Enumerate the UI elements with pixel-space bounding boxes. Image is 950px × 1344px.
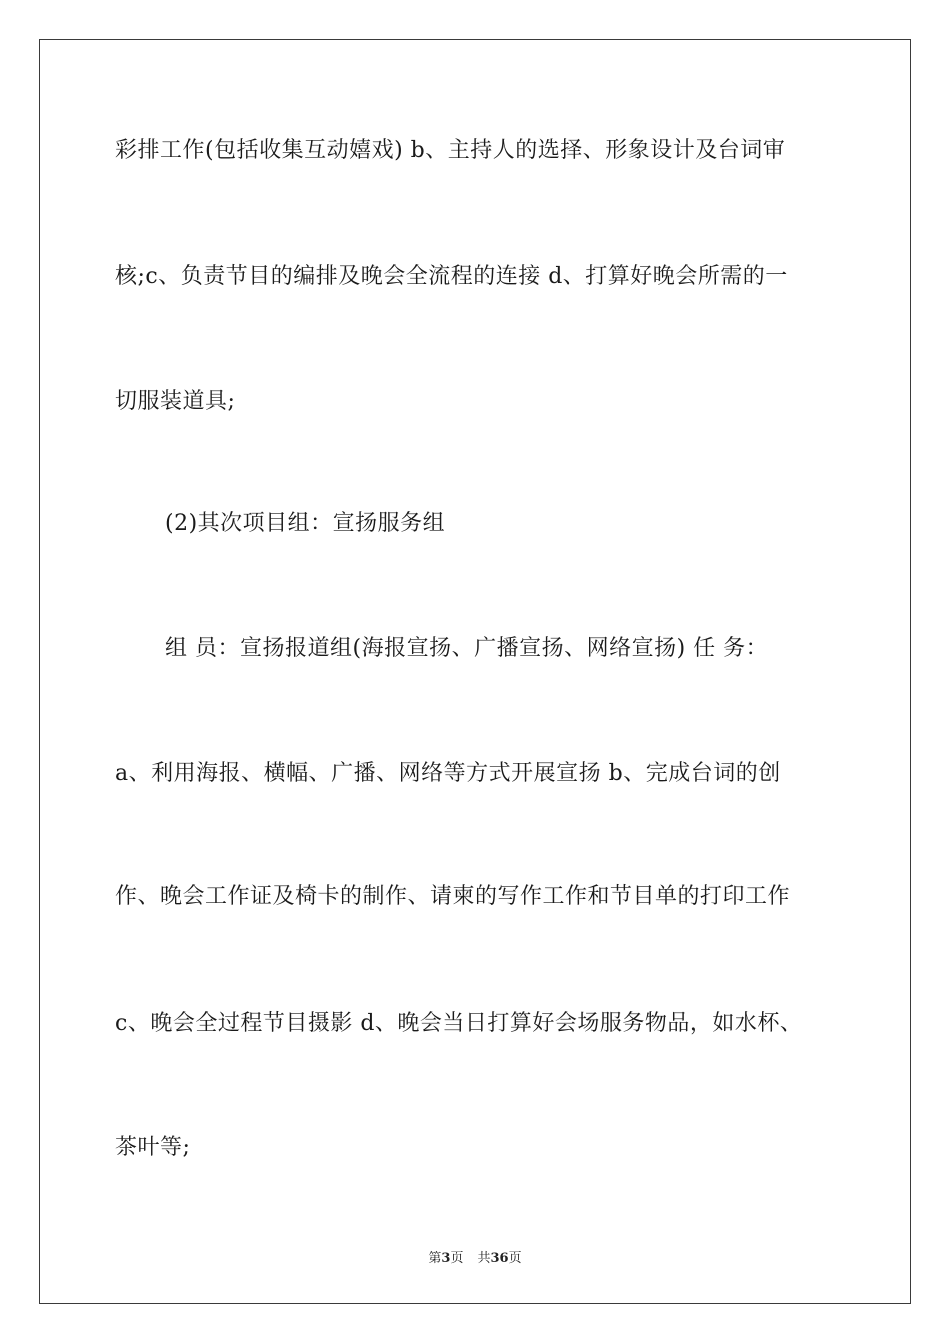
body-text-line: 切服装道具; xyxy=(115,389,236,414)
footer-page-total: 36 xyxy=(490,1251,509,1266)
page-footer xyxy=(0,1247,950,1266)
body-text-line: 组 员：宣扬报道组(海报宣扬、广播宣扬、网络宣扬) 任 务： xyxy=(165,636,769,661)
body-text-line: 作、晚会工作证及椅卡的制作、请柬的写作工作和节目单的打印工作 xyxy=(115,884,791,909)
body-text-line: 茶叶等; xyxy=(115,1135,191,1160)
body-text-line: 核;c、负责节目的编排及晚会全流程的连接 d、打算好晚会所需的一 xyxy=(115,264,788,289)
footer-page-prefix: 第 xyxy=(428,1251,442,1266)
section-heading: (2)其次项目组：宣扬服务组 xyxy=(165,511,446,536)
footer-page-unit: 页 xyxy=(450,1251,464,1266)
footer-page-current: 3 xyxy=(441,1251,451,1266)
body-text-line: c、晚会全过程节目摄影 d、晚会当日打算好会场服务物品，如水杯、 xyxy=(115,1011,803,1036)
footer-total-unit: 页 xyxy=(508,1251,522,1266)
page-border xyxy=(39,39,911,1304)
body-text-line: 彩排工作(包括收集互动嬉戏) b、主持人的选择、形象设计及台词审 xyxy=(115,138,786,163)
footer-total-prefix: 共 xyxy=(477,1251,491,1266)
body-text-line: a、利用海报、横幅、广播、网络等方式开展宣扬 b、完成台词的创 xyxy=(115,761,781,786)
